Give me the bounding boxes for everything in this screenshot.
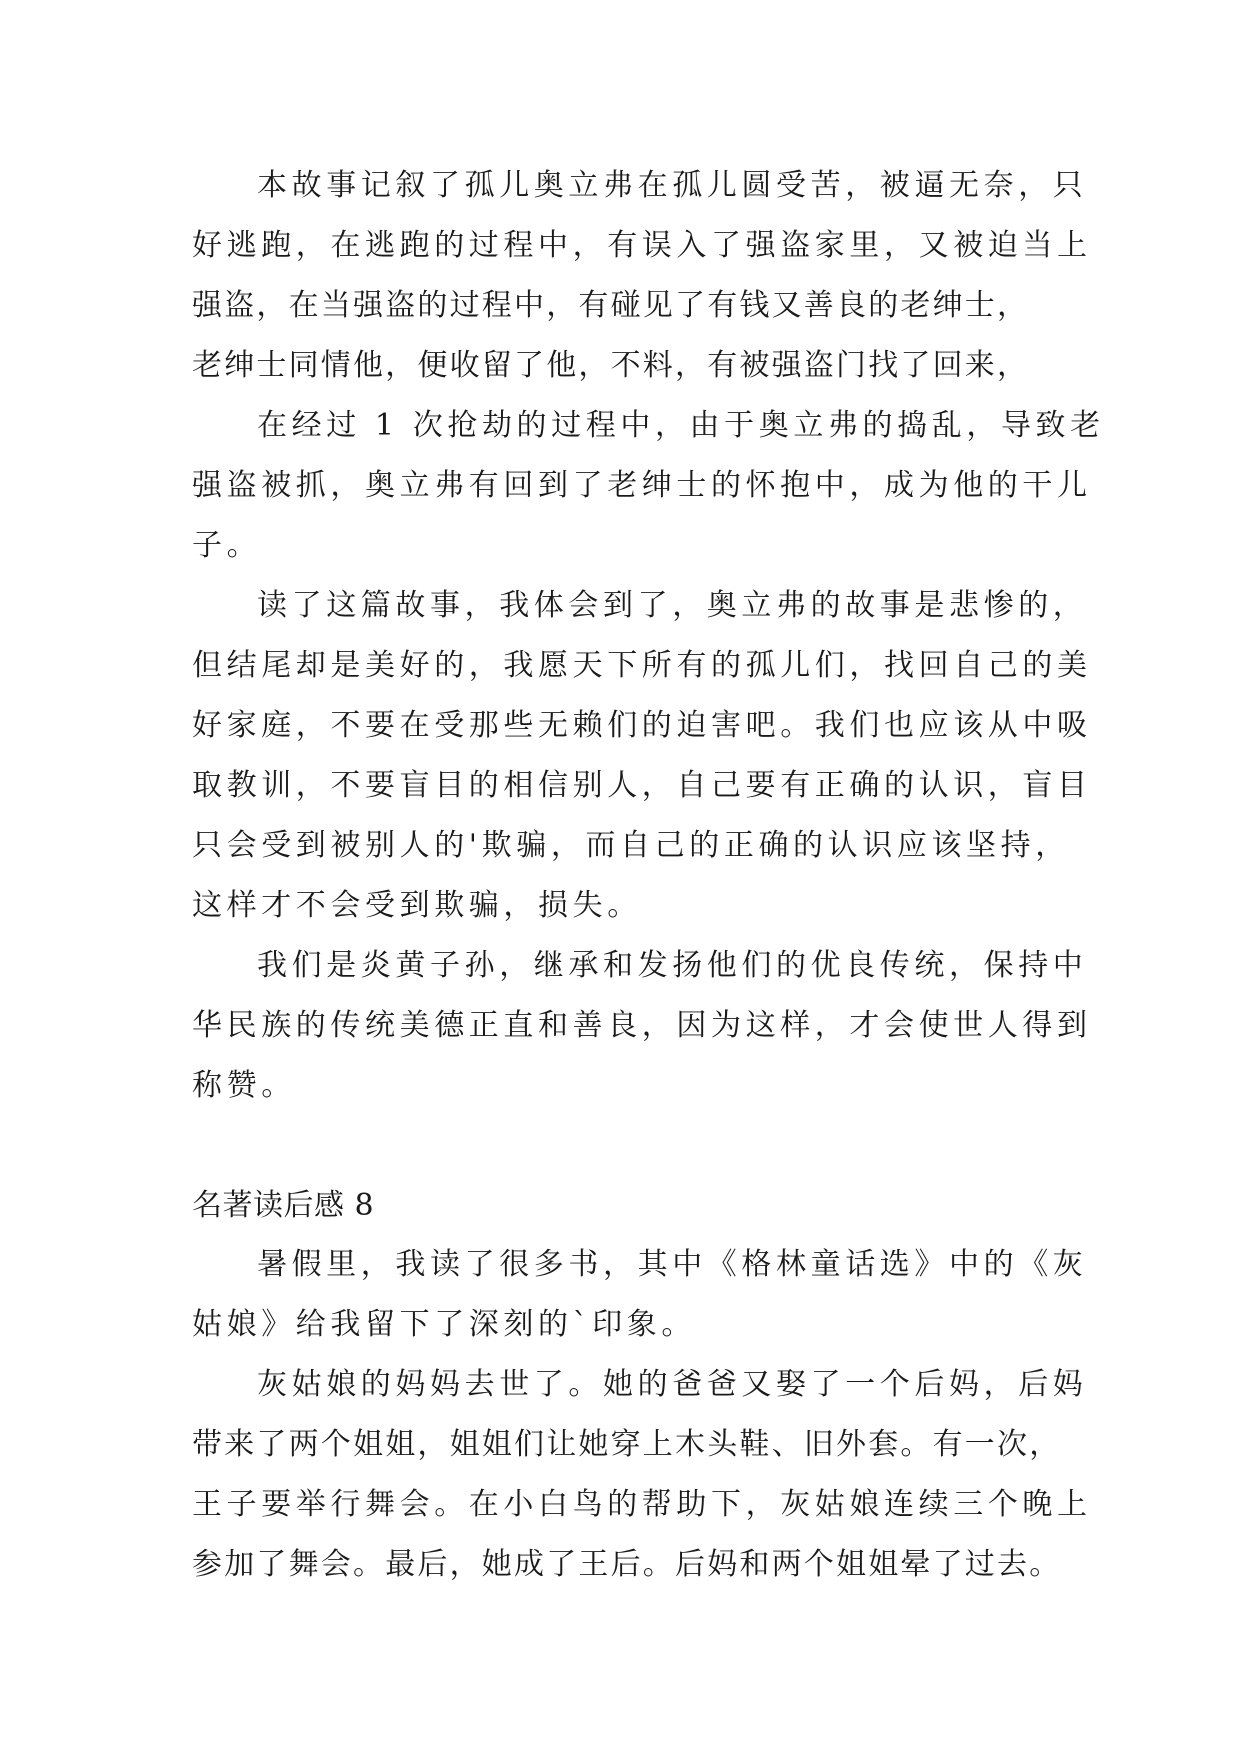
paragraph-3-line-2: 但结尾却是美好的，我愿天下所有的孤儿们，找回自己的美 xyxy=(192,648,1092,683)
section-heading: 名著读后感 8 xyxy=(192,1188,375,1223)
paragraph-2-line-1: 在经过 1 次抢劫的过程中，由于奥立弗的捣乱，导致老 xyxy=(257,408,1105,443)
paragraph-3-line-6: 这样才不会受到欺骗，损失。 xyxy=(192,888,642,923)
section-paragraph-1-line-1: 暑假里，我读了很多书，其中《格林童话选》中的《灰 xyxy=(257,1247,1088,1282)
paragraph-4-line-2: 华民族的传统美德正直和善良，因为这样，才会使世人得到 xyxy=(192,1008,1092,1043)
paragraph-4-line-1: 我们是炎黄子孙，继承和发扬他们的优良传统，保持中 xyxy=(257,948,1088,983)
paragraph-2-line-2: 强盗被抓，奥立弗有回到了老绅士的怀抱中，成为他的干儿 xyxy=(192,468,1092,503)
paragraph-3-line-4: 取教训，不要盲目的相信别人，自己要有正确的认识，盲目 xyxy=(192,768,1092,803)
paragraph-3-line-5: 只会受到被别人的'欺骗，而自己的正确的认识应该坚持， xyxy=(192,828,1070,863)
section-paragraph-2-line-2: 带来了两个姐姐，姐姐们让她穿上木头鞋、旧外套。有一次， xyxy=(192,1427,1062,1462)
paragraph-1-line-1: 本故事记叙了孤儿奥立弗在孤儿圆受苦，被逼无奈，只 xyxy=(257,168,1088,203)
section-paragraph-2-line-4: 参加了舞会。最后，她成了王后。后妈和两个姐姐晕了过去。 xyxy=(192,1547,1062,1582)
section-paragraph-2-line-1: 灰姑娘的妈妈去世了。她的爸爸又娶了一个后妈，后妈 xyxy=(257,1367,1088,1402)
paragraph-1-line-4: 老绅士同情他，便收留了他，不料，有被强盗门找了回来， xyxy=(192,348,1030,383)
paragraph-1-line-3: 强盗，在当强盗的过程中，有碰见了有钱又善良的老绅士， xyxy=(192,288,1030,323)
section-paragraph-1-line-2: 姑娘》给我留下了深刻的`印象。 xyxy=(192,1307,696,1342)
paragraph-3-line-3: 好家庭，不要在受那些无赖们的迫害吧。我们也应该从中吸 xyxy=(192,708,1092,743)
paragraph-3-line-1: 读了这篇故事，我体会到了，奥立弗的故事是悲惨的， xyxy=(257,588,1088,623)
paragraph-1-line-2: 好逃跑，在逃跑的过程中，有误入了强盗家里，又被迫当上 xyxy=(192,228,1092,263)
section-paragraph-2-line-3: 王子要举行舞会。在小白鸟的帮助下，灰姑娘连续三个晚上 xyxy=(192,1487,1092,1522)
paragraph-2-line-3: 子。 xyxy=(192,528,262,563)
paragraph-4-line-3: 称赞。 xyxy=(192,1068,296,1103)
